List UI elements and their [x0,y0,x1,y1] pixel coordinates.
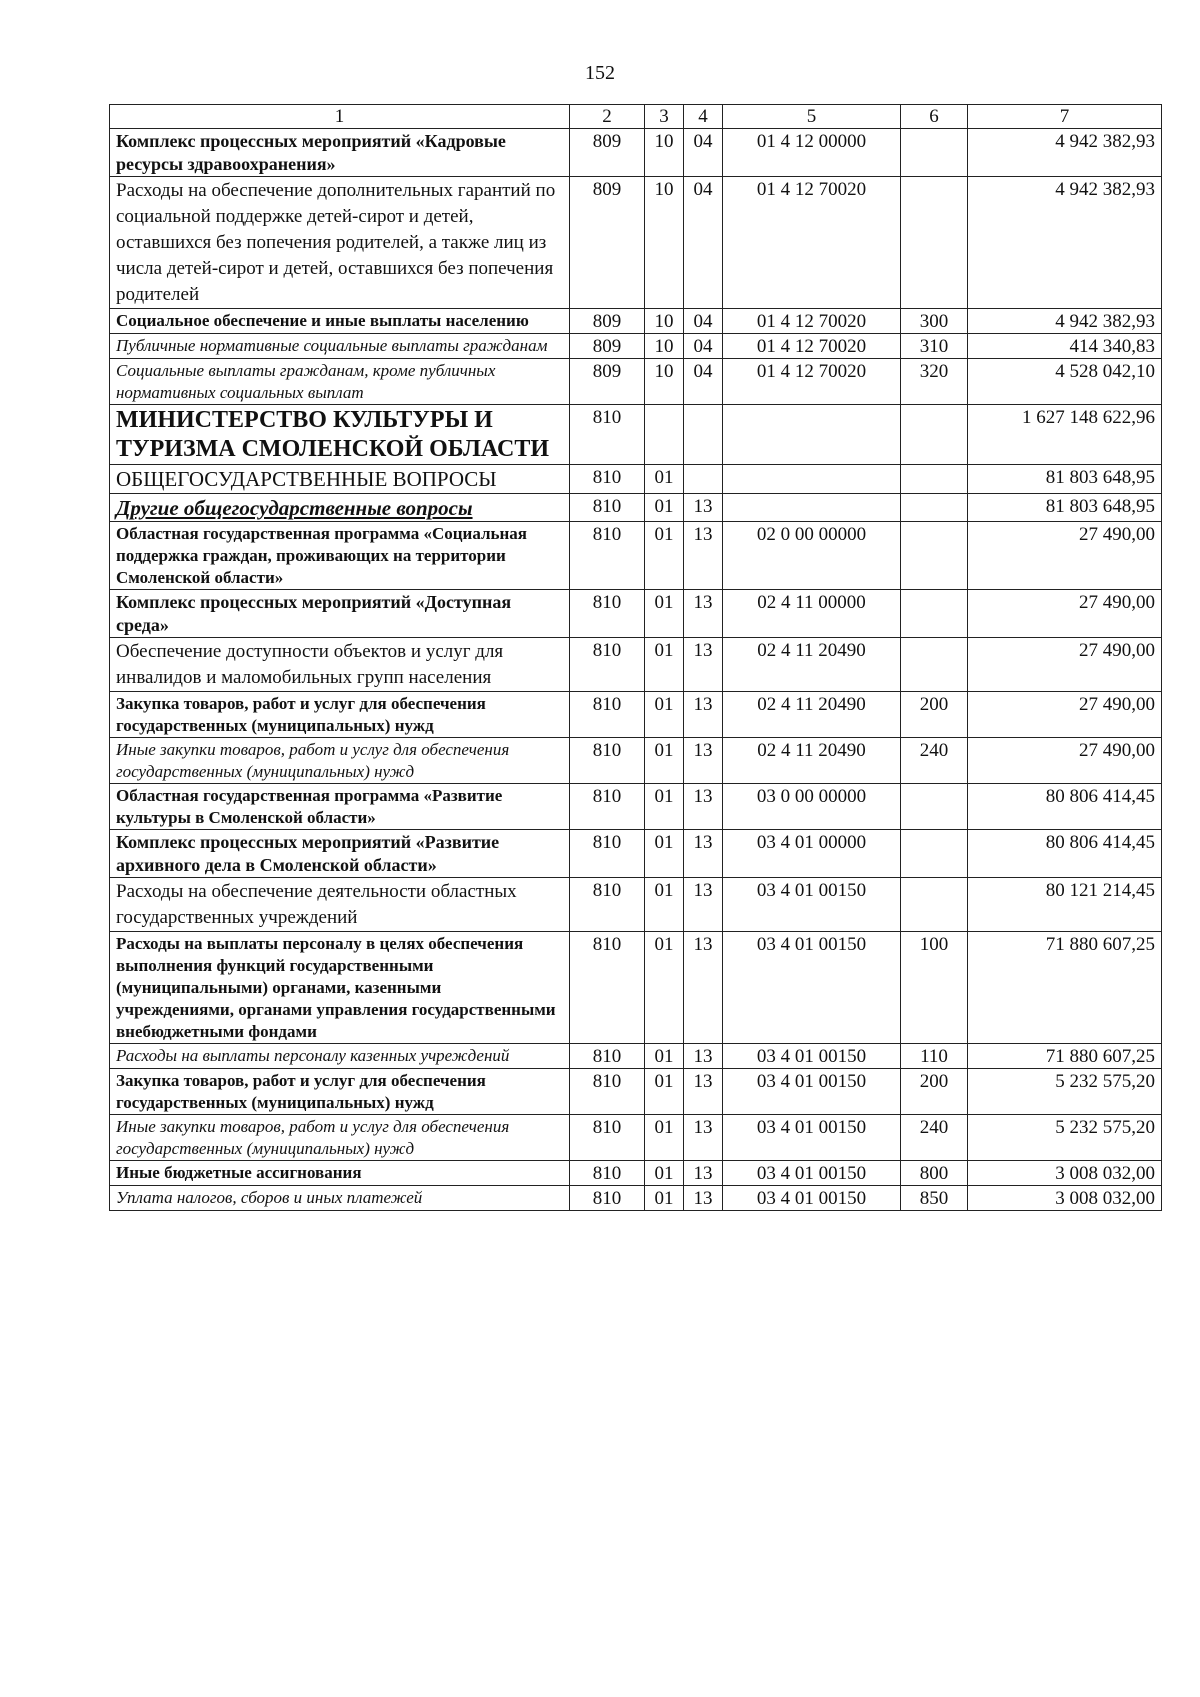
table-row [110,878,1162,932]
row-name-cell: Расходы на обеспечение деятельности областных государственных учреждений [110,878,570,932]
row-amount-cell: 5 232 575,20 [968,1115,1162,1161]
table-row [110,405,1162,465]
row-target-article-cell: 01 4 12 70020 [723,359,901,405]
row-expense-type-cell: 100 [901,932,968,1044]
row-expense-type-cell [901,405,968,465]
row-amount-cell: 4 942 382,93 [968,309,1162,334]
row-amount-cell: 3 008 032,00 [968,1186,1162,1211]
row-name-cell: Другие общегосударственные вопросы [110,494,570,522]
row-expense-type-cell [901,177,968,309]
table-row [110,177,1162,309]
row-section-cell: 01 [645,1161,684,1186]
row-name-cell: Комплекс процессных мероприятий «Развитие архивного дела в Смоленской области» [110,830,570,878]
table-row [110,522,1162,590]
table-row [110,465,1162,494]
row-subsection-cell: 13 [684,692,723,738]
row-target-article-cell: 03 4 01 00150 [723,1186,901,1211]
row-target-article-cell: 03 0 00 00000 [723,784,901,830]
row-target-article-cell: 02 0 00 00000 [723,522,901,590]
table-row [110,1115,1162,1161]
row-section-cell: 10 [645,309,684,334]
row-grbs-cell: 810 [570,405,645,465]
row-amount-cell: 5 232 575,20 [968,1069,1162,1115]
row-subsection-cell: 13 [684,878,723,932]
row-subsection-cell: 13 [684,784,723,830]
row-name-cell: Иные закупки товаров, работ и услуг для обеспечения государственных (муниципальных) нужд [110,1115,570,1161]
table-row [110,1044,1162,1069]
row-section-cell: 01 [645,784,684,830]
row-target-article-cell: 03 4 01 00150 [723,1044,901,1069]
table-row [110,359,1162,405]
row-section-cell: 01 [645,692,684,738]
row-grbs-cell: 809 [570,359,645,405]
row-section-cell: 01 [645,494,684,522]
row-target-article-cell: 03 4 01 00150 [723,1069,901,1115]
row-subsection-cell [684,465,723,494]
row-grbs-cell: 810 [570,465,645,494]
row-section-cell: 01 [645,738,684,784]
row-expense-type-cell: 800 [901,1161,968,1186]
row-grbs-cell: 809 [570,309,645,334]
row-name-cell: Областная государственная программа «Социальная поддержка граждан, проживающих на территории Смоленской области» [110,522,570,590]
row-subsection-cell: 04 [684,177,723,309]
table-row [110,638,1162,692]
row-section-cell: 01 [645,465,684,494]
budget-table [109,104,1162,1211]
row-section-cell [645,405,684,465]
row-target-article-cell [723,494,901,522]
row-amount-cell: 27 490,00 [968,692,1162,738]
row-target-article-cell: 03 4 01 00000 [723,830,901,878]
row-amount-cell: 27 490,00 [968,522,1162,590]
row-target-article-cell: 02 4 11 20490 [723,692,901,738]
row-name-cell: Комплекс процессных мероприятий «Доступная среда» [110,590,570,638]
row-amount-cell: 4 528 042,10 [968,359,1162,405]
row-name-cell: Иные закупки товаров, работ и услуг для обеспечения государственных (муниципальных) нужд [110,738,570,784]
table-row [110,692,1162,738]
row-target-article-cell [723,405,901,465]
row-subsection-cell: 13 [684,494,723,522]
row-expense-type-cell [901,590,968,638]
row-section-cell: 01 [645,1186,684,1211]
row-grbs-cell: 810 [570,830,645,878]
row-expense-type-cell: 300 [901,309,968,334]
row-subsection-cell: 04 [684,129,723,177]
row-subsection-cell: 13 [684,522,723,590]
row-target-article-cell: 01 4 12 70020 [723,334,901,359]
row-target-article-cell: 03 4 01 00150 [723,878,901,932]
row-amount-cell: 27 490,00 [968,638,1162,692]
row-amount-cell: 1 627 148 622,96 [968,405,1162,465]
row-section-cell: 01 [645,932,684,1044]
row-target-article-cell: 02 4 11 00000 [723,590,901,638]
row-section-cell: 01 [645,1044,684,1069]
table-row [110,334,1162,359]
table-row [110,590,1162,638]
row-name-cell: Публичные нормативные социальные выплаты гражданам [110,334,570,359]
row-grbs-cell: 809 [570,129,645,177]
table-body [110,129,1162,1211]
row-name-cell: Обеспечение доступности объектов и услуг для инвалидов и маломобильных групп населения [110,638,570,692]
row-grbs-cell: 810 [570,1069,645,1115]
row-expense-type-cell: 320 [901,359,968,405]
row-name-cell: МИНИСТЕРСТВО КУЛЬТУРЫ И ТУРИЗМА СМОЛЕНСКОЙ ОБЛАСТИ [110,405,570,465]
page-number: 152 [585,62,615,84]
row-section-cell: 01 [645,830,684,878]
row-subsection-cell: 13 [684,638,723,692]
row-name-cell: Социальные выплаты гражданам, кроме публичных нормативных социальных выплат [110,359,570,405]
row-expense-type-cell [901,830,968,878]
table-row [110,129,1162,177]
row-grbs-cell: 810 [570,1161,645,1186]
table-row [110,309,1162,334]
row-subsection-cell: 04 [684,359,723,405]
row-section-cell: 10 [645,359,684,405]
row-subsection-cell: 13 [684,830,723,878]
row-target-article-cell: 03 4 01 00150 [723,1161,901,1186]
header-col-3: 3 [645,105,684,129]
row-amount-cell: 80 121 214,45 [968,878,1162,932]
row-target-article-cell: 03 4 01 00150 [723,1115,901,1161]
row-name-cell: Расходы на выплаты персоналу казенных учреждений [110,1044,570,1069]
row-name-cell: Уплата налогов, сборов и иных платежей [110,1186,570,1211]
table-row [110,494,1162,522]
row-subsection-cell: 13 [684,1115,723,1161]
row-name-cell: Комплекс процессных мероприятий «Кадровые ресурсы здравоохранения» [110,129,570,177]
row-grbs-cell: 810 [570,878,645,932]
row-amount-cell: 414 340,83 [968,334,1162,359]
row-subsection-cell: 13 [684,1044,723,1069]
row-expense-type-cell: 240 [901,738,968,784]
row-expense-type-cell: 200 [901,692,968,738]
row-target-article-cell: 02 4 11 20490 [723,638,901,692]
header-col-4: 4 [684,105,723,129]
row-section-cell: 01 [645,1115,684,1161]
row-grbs-cell: 810 [570,784,645,830]
table-row [110,1186,1162,1211]
row-name-cell: Расходы на выплаты персоналу в целях обеспечения выполнения функций государственными (муниципальными) органами, казенными учреждениями, органами управления государственными внебюджетными фондами [110,932,570,1044]
row-target-article-cell: 01 4 12 00000 [723,129,901,177]
row-grbs-cell: 810 [570,738,645,784]
row-grbs-cell: 810 [570,1186,645,1211]
row-subsection-cell: 13 [684,1069,723,1115]
row-grbs-cell: 810 [570,590,645,638]
row-target-article-cell: 03 4 01 00150 [723,932,901,1044]
row-section-cell: 10 [645,129,684,177]
row-section-cell: 10 [645,177,684,309]
row-expense-type-cell: 110 [901,1044,968,1069]
row-grbs-cell: 809 [570,334,645,359]
row-expense-type-cell [901,638,968,692]
header-col-1: 1 [110,105,570,129]
header-col-6: 6 [901,105,968,129]
row-expense-type-cell [901,129,968,177]
row-amount-cell: 71 880 607,25 [968,932,1162,1044]
row-amount-cell: 81 803 648,95 [968,465,1162,494]
row-amount-cell: 80 806 414,45 [968,784,1162,830]
row-target-article-cell: 01 4 12 70020 [723,309,901,334]
row-name-cell: Расходы на обеспечение дополнительных гарантий по социальной поддержке детей-сирот и детей, оставшихся без попечения родителей, а также лиц из числа детей-сирот и детей, оставшихся без попечения родителей [110,177,570,309]
row-grbs-cell: 809 [570,177,645,309]
table-row [110,932,1162,1044]
row-section-cell: 01 [645,638,684,692]
row-amount-cell: 4 942 382,93 [968,177,1162,309]
header-row [110,105,1162,129]
row-name-cell: Иные бюджетные ассигнования [110,1161,570,1186]
row-subsection-cell: 13 [684,590,723,638]
header-col-5: 5 [723,105,901,129]
header-col-2: 2 [570,105,645,129]
row-section-cell: 01 [645,590,684,638]
row-amount-cell: 4 942 382,93 [968,129,1162,177]
table-row [110,1161,1162,1186]
row-section-cell: 01 [645,878,684,932]
row-section-cell: 01 [645,522,684,590]
row-expense-type-cell: 850 [901,1186,968,1211]
row-expense-type-cell [901,522,968,590]
row-amount-cell: 3 008 032,00 [968,1161,1162,1186]
header-col-7: 7 [968,105,1162,129]
row-expense-type-cell: 310 [901,334,968,359]
row-subsection-cell: 13 [684,1186,723,1211]
table-row [110,738,1162,784]
row-subsection-cell: 13 [684,932,723,1044]
row-amount-cell: 27 490,00 [968,738,1162,784]
row-expense-type-cell: 240 [901,1115,968,1161]
row-expense-type-cell [901,878,968,932]
row-expense-type-cell [901,465,968,494]
row-name-cell: Областная государственная программа «Развитие культуры в Смоленской области» [110,784,570,830]
table-row [110,784,1162,830]
row-target-article-cell: 01 4 12 70020 [723,177,901,309]
row-subsection-cell: 13 [684,738,723,784]
row-amount-cell: 81 803 648,95 [968,494,1162,522]
row-subsection-cell: 13 [684,1161,723,1186]
row-section-cell: 10 [645,334,684,359]
row-expense-type-cell: 200 [901,1069,968,1115]
row-name-cell: Закупка товаров, работ и услуг для обеспечения государственных (муниципальных) нужд [110,692,570,738]
row-subsection-cell: 04 [684,334,723,359]
row-name-cell: ОБЩЕГОСУДАРСТВЕННЫЕ ВОПРОСЫ [110,465,570,494]
row-grbs-cell: 810 [570,494,645,522]
row-grbs-cell: 810 [570,522,645,590]
row-amount-cell: 71 880 607,25 [968,1044,1162,1069]
row-grbs-cell: 810 [570,932,645,1044]
row-expense-type-cell [901,494,968,522]
row-grbs-cell: 810 [570,1115,645,1161]
row-amount-cell: 80 806 414,45 [968,830,1162,878]
row-expense-type-cell [901,784,968,830]
row-name-cell: Социальное обеспечение и иные выплаты населению [110,309,570,334]
row-name-cell: Закупка товаров, работ и услуг для обеспечения государственных (муниципальных) нужд [110,1069,570,1115]
row-target-article-cell: 02 4 11 20490 [723,738,901,784]
row-target-article-cell [723,465,901,494]
row-grbs-cell: 810 [570,1044,645,1069]
row-section-cell: 01 [645,1069,684,1115]
row-amount-cell: 27 490,00 [968,590,1162,638]
row-grbs-cell: 810 [570,638,645,692]
row-subsection-cell [684,405,723,465]
row-subsection-cell: 04 [684,309,723,334]
row-grbs-cell: 810 [570,692,645,738]
table-row [110,1069,1162,1115]
table-row [110,830,1162,878]
